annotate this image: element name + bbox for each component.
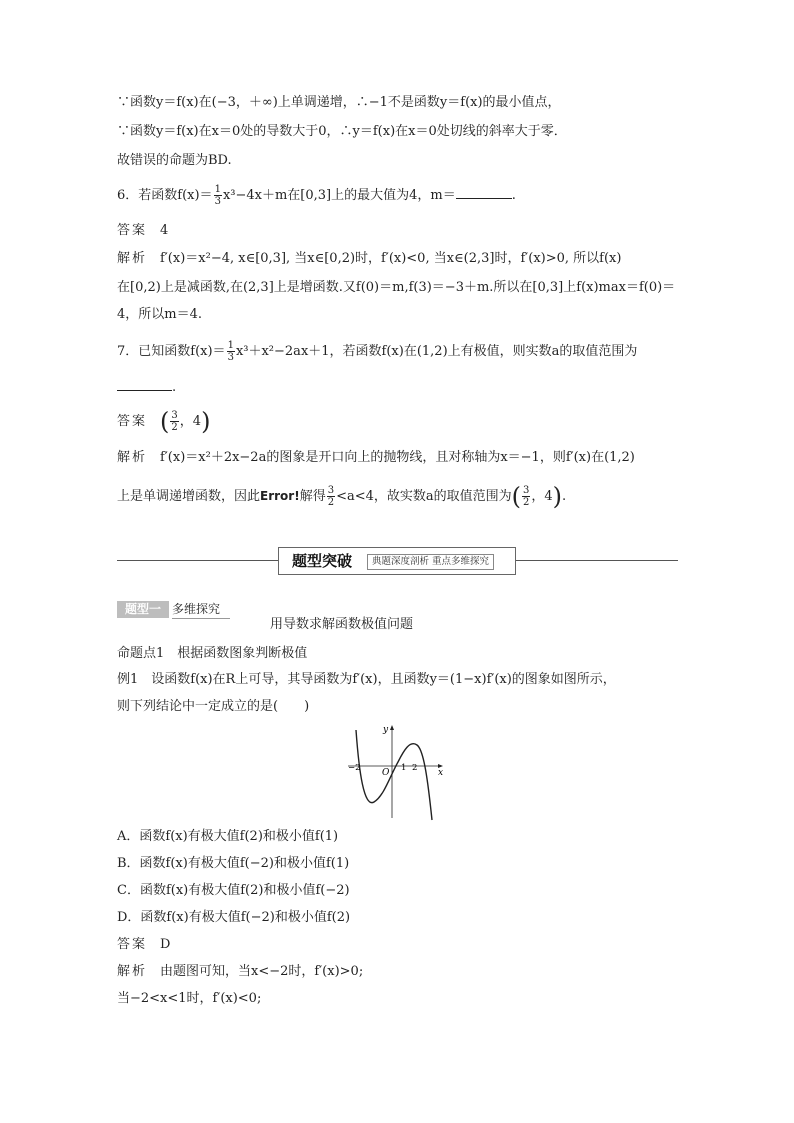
fraction: $\frac{3}{2}$ — [523, 485, 530, 508]
answer-7: 答案 ( $\frac{3}{2}$ ，4) — [117, 407, 211, 436]
paren: ) — [552, 482, 563, 511]
solution-label: 解析 — [117, 450, 148, 465]
answer-blank — [456, 186, 512, 199]
section-tag-name: 多维探究 — [172, 601, 230, 619]
question-7-blank-line: . — [117, 378, 682, 397]
origin-label: O — [382, 768, 390, 778]
answer-blank — [117, 378, 172, 391]
fraction: $\frac{3}{2}$ — [171, 410, 178, 433]
analysis-line1: 解析 由题图可知，当x<−2时，f′(x)>0; — [117, 964, 364, 979]
banner-rule-left — [117, 560, 278, 561]
tick-label: 2 — [412, 763, 418, 773]
error-text: Error! — [260, 489, 300, 503]
y-axis-arrow — [390, 725, 394, 730]
text-line: 故错误的命题为BD. — [117, 153, 232, 168]
paren: ( — [160, 407, 170, 436]
section-tag: 题型一 — [117, 601, 169, 618]
solution-6-line1: 解析 f′(x)＝x²−4, x∈[0,3], 当x∈[0,2)时，f′(x)<0, 当x∈(2,3]时，f′(x)>0, 所以f(x) — [117, 251, 622, 266]
x-label: x — [438, 768, 444, 778]
q6-prefix: 6．若函数f(x)＝ — [117, 188, 213, 203]
paren: ) — [201, 407, 211, 436]
answer-value: D — [160, 937, 171, 952]
question-6: 6．若函数f(x)＝ $\frac{1}{3}$ x³−4x＋m在[0,3]上的最大值为4，m＝ . — [117, 184, 516, 207]
fraction: $\frac{3}{2}$ — [327, 485, 335, 508]
text-line: ∵函数y＝f(x)在(−3，＋∞)上单调递增，∴−1不是函数y＝f(x)的最小值点， — [117, 95, 561, 110]
q6-suffix: x³−4x＋m在[0,3]上的最大值为4，m＝ — [222, 188, 456, 203]
solution-7-line1: 解析 f′(x)＝x²＋2x−2a的图象是开口向上的抛物线，且对称轴为x＝−1，则f′(x)在(1,2) — [117, 450, 635, 465]
option-c: C．函数f(x)有极大值f(2)和极小值f(−2) — [117, 883, 350, 898]
answer-label: 答案 — [117, 223, 148, 238]
option-d: D．函数f(x)有极大值f(−2)和极小值f(2) — [117, 910, 351, 925]
answer-label: 答案 — [117, 414, 148, 429]
banner-title: 题型突破 — [291, 552, 352, 570]
section-banner — [278, 547, 516, 575]
curve — [356, 730, 432, 820]
answer-6 — [117, 222, 682, 240]
question-7: 7．已知函数f(x)＝ $\frac{1}{3}$ x³＋x²−2ax＋1，若函数f(x)在(1,2)上有极值，则实数a的取值范围为 — [117, 340, 638, 363]
answer-value: 4 — [160, 223, 169, 238]
point-heading: 命题点1 根据函数图象判断极值 — [117, 646, 308, 661]
y-label: y — [383, 725, 389, 735]
fraction: $\frac{1}{3}$ — [214, 184, 221, 207]
solution-6-line2: 在[0,2)上是减函数,在(2,3]上是增函数.又f(0)＝m,f(3)＝−3＋m.所以在[0,3]上f(x)max＝f(0)＝ — [117, 280, 676, 295]
fraction: $\frac{1}{3}$ — [227, 340, 234, 363]
solution-7-line2: 上是单调递增函数，因此Error!解得 $\frac{3}{2}$ <a<4，故实数a的取值范围为( $\frac{3}{2}$ ，4). — [117, 482, 567, 511]
banner-subtitle: 典题深度剖析 重点多维探究 — [367, 554, 494, 570]
banner-rule-right — [516, 560, 678, 561]
solution-label: 解析 — [117, 251, 148, 266]
tick-label: −2 — [348, 763, 361, 773]
paren: ( — [511, 482, 522, 511]
solution-6-line3: 4，所以m＝4. — [117, 307, 203, 322]
analysis-label: 解析 — [117, 964, 148, 979]
option-b: B．函数f(x)有极大值f(−2)和极小值f(1) — [117, 856, 350, 871]
analysis-line2: 当−2<x<1时，f′(x)<0; — [117, 991, 262, 1006]
answer-example — [117, 936, 682, 954]
answer-label: 答案 — [117, 937, 148, 952]
tick-label: 1 — [401, 763, 407, 773]
text-line: ∵函数y＝f(x)在x＝0处的导数大于0，∴y＝f(x)在x＝0处切线的斜率大于零． — [117, 124, 567, 139]
example-line2: 则下列结论中一定成立的是( ) — [117, 699, 310, 714]
topic-title: 用导数求解函数极值问题 — [270, 617, 414, 632]
option-a: A．函数f(x)有极大值f(2)和极小值f(1) — [117, 829, 339, 844]
function-graph — [340, 722, 450, 822]
example-line1: 例1 设函数f(x)在R上可导，其导函数为f′(x)，且函数y＝(1−x)f′(x)的图象如图所示， — [117, 672, 616, 687]
